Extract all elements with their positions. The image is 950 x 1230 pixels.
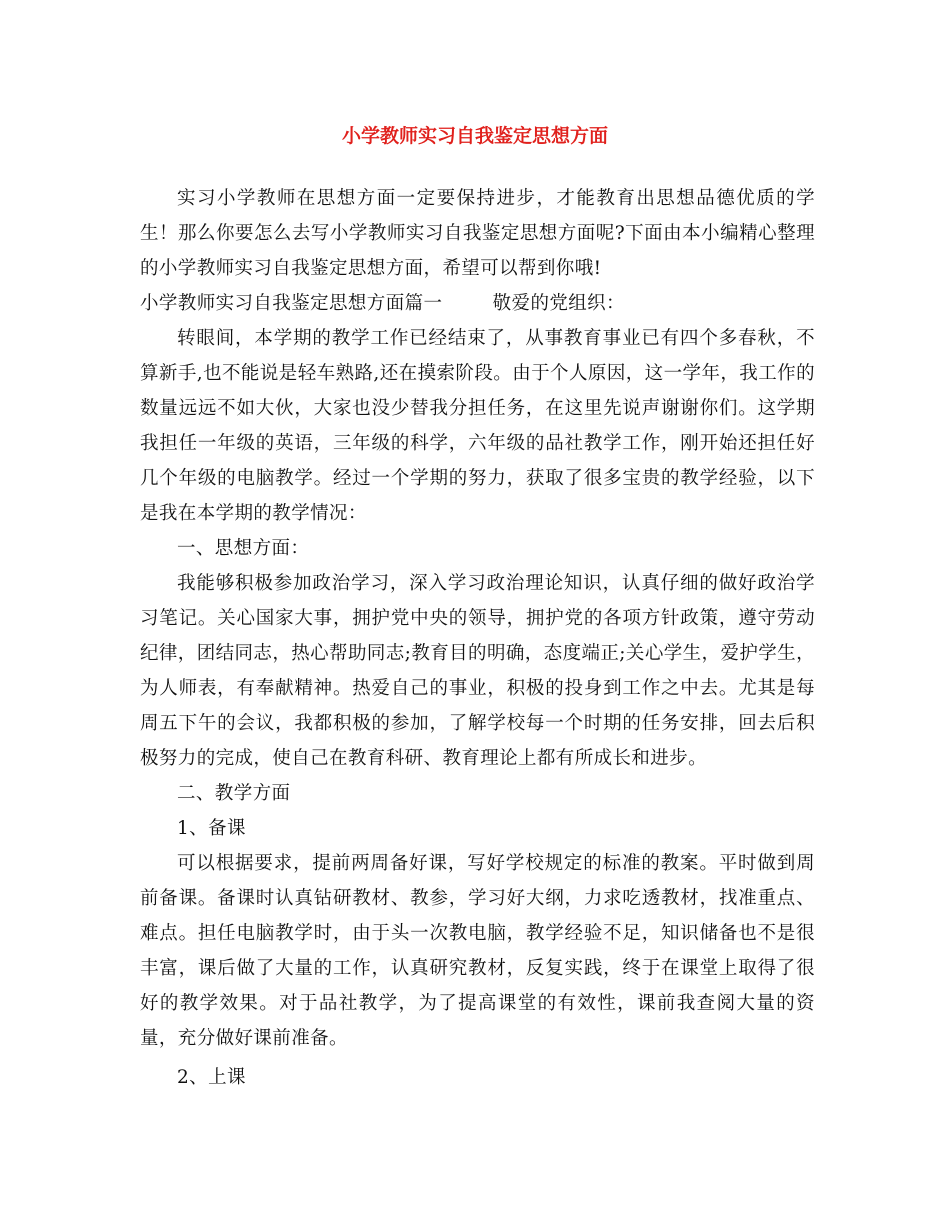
paragraph-1: 转眼间，本学期的教学工作已经结束了，从事教育事业已有四个多春秋，不算新手,也不能说是轻车熟路,还在摸索阶段。由于个人原因，这一学年，我工作的数量远远不如大伙，大家也没少替我分担任务，在这里先说声谢谢你们。这学期我担任一年级的英语，三年级的科学，六年级的品社教学工作，刚开始还担任好几个年级的电脑教学。经过一个学期的努力，获取了很多宝贵的教学经验，以下是我在本学期的教学情况：	[140, 328, 815, 524]
heading-lesson-prep: 1、备课	[177, 818, 246, 839]
heading-teaching: 二、教学方面	[177, 783, 291, 804]
paragraph-2: 我能够积极参加政治学习，深入学习政治理论知识，认真仔细的做好政治学习笔记。关心国家大事，拥护党中央的领导，拥护党的各项方针政策，遵守劳动纪律，团结同志，热心帮助同志;教育目的明确，态度端正;关心学生，爱护学生，为人师表，有奉献精神。热爱自己的事业，积极的投身到工作之中去。尤其是每周五下午的会议，我都积极的参加，了解学校每一个时期的任务安排，回去后积极努力的完成，使自己在教育科研、教育理论上都有所成长和进步。	[140, 573, 815, 769]
section-heading-line	[140, 286, 815, 321]
heading-thought: 一、思想方面：	[177, 538, 310, 559]
heading-class: 2、上课	[177, 1067, 246, 1088]
salutation: 敬爱的党组织：	[492, 293, 625, 314]
heading-gap	[442, 293, 492, 314]
section-title: 小学教师实习自我鉴定思想方面篇一	[140, 293, 443, 314]
paragraph-3: 可以根据要求，提前两周备好课，写好学校规定的标准的教案。平时做到周前备课。备课时认真钻研教材、教参，学习好大纲，力求吃透教材，找准重点、难点。担任电脑教学时，由于头一次教电脑，教学经验不足，知识储备也不是很丰富，课后做了大量的工作，认真研究教材，反复实践，终于在课堂上取得了很好的教学效果。对于品社教学，为了提高课堂的有效性，课前我查阅大量的资量，充分做好课前准备。	[140, 853, 815, 1049]
document-body	[140, 181, 815, 1095]
document-title: 小学教师实习自我鉴定思想方面	[341, 125, 608, 147]
intro-paragraph: 实习小学教师在思想方面一定要保持进步，才能教育出思想品德优质的学生！那么你要怎么去写小学教师实习自我鉴定思想方面呢?下面由本小编精心整理的小学教师实习自我鉴定思想方面，希望可以帮到你哦!	[140, 188, 815, 279]
